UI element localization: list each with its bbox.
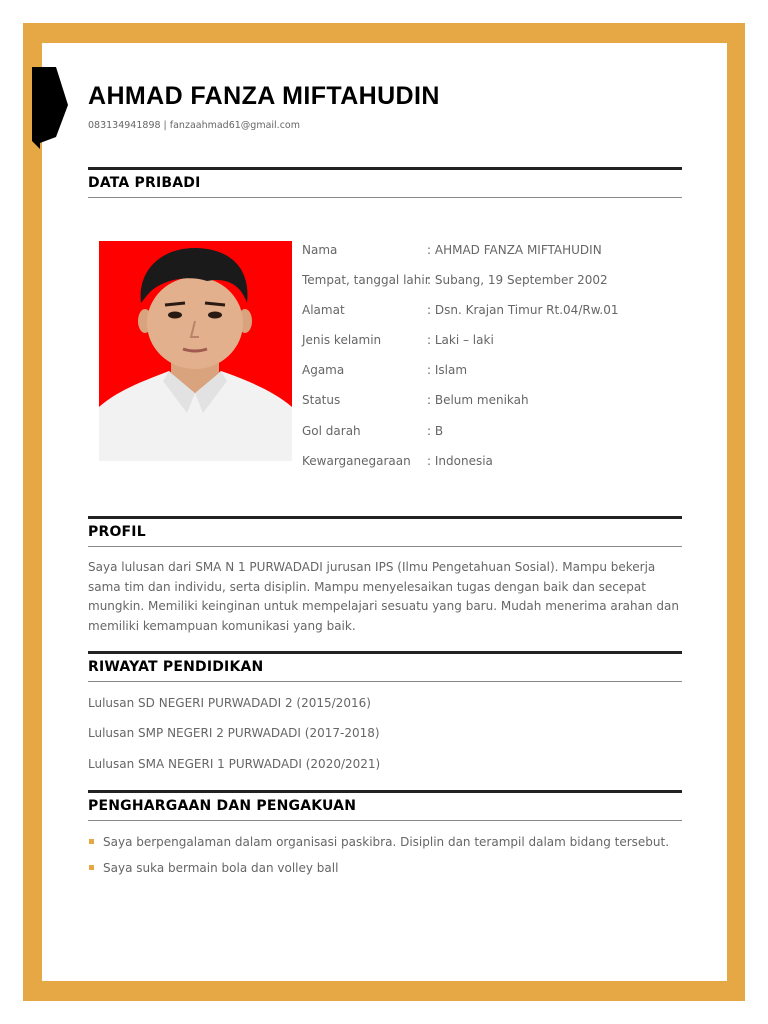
- section-title: DATA PRIBADI: [88, 175, 201, 191]
- contact-info: 083134941898 | fanzaahmad61@gmail.com: [88, 120, 300, 131]
- detail-value: : Laki – laki: [427, 333, 494, 348]
- award-text: Saya berpengalaman dalam organisasi paskibra. Disiplin dan terampil dalam bidang tersebut.: [103, 835, 670, 849]
- section-title: PENGHARGAAN DAN PENGAKUAN: [88, 798, 357, 814]
- profile-text: Saya lulusan dari SMA N 1 PURWADADI jurusan IPS (Ilmu Pengetahuan Sosial). Mampu bekerja sama tim dan individu, serta disiplin. Mampu menyelesaikan tugas dengan baik dan secepat mungkin. Memiliki keinginan untuk mempelajari sesuatu yang baru. Mudah menerima arahan dan memiliki kemampuan komunikasi yang baik.: [88, 560, 679, 633]
- detail-value: : AHMAD FANZA MIFTAHUDIN: [427, 243, 602, 257]
- bullet-icon: [89, 865, 94, 870]
- profile-photo: [99, 241, 292, 461]
- candidate-name: AHMAD FANZA MIFTAHUDIN: [88, 82, 440, 110]
- bullet-icon: [89, 839, 94, 844]
- detail-label: Jenis kelamin: [302, 333, 382, 348]
- section-awards: [88, 790, 682, 821]
- education-item: Lulusan SD NEGERI PURWADADI 2 (2015/2016): [88, 696, 371, 710]
- detail-label: Status: [302, 393, 341, 408]
- section-profile: [88, 516, 682, 547]
- education-item: Lulusan SMA NEGERI 1 PURWADADI (2020/2021): [88, 757, 381, 771]
- detail-label: Tempat, tanggal lahir: [302, 273, 430, 288]
- detail-label: Gol darah: [302, 423, 361, 438]
- detail-value: : Islam: [427, 363, 468, 378]
- detail-label: Nama: [302, 243, 338, 257]
- detail-value: : Dsn. Krajan Timur Rt.04/Rw.01: [427, 303, 619, 318]
- ribbon-marker: [32, 67, 68, 149]
- section-personal-data: [88, 167, 682, 198]
- detail-label: Alamat: [302, 303, 345, 318]
- section-education: [88, 651, 682, 682]
- education-item: Lulusan SMP NEGERI 2 PURWADADI (2017-2018): [88, 726, 380, 740]
- section-title: PROFIL: [88, 524, 146, 540]
- detail-value: : B: [427, 423, 444, 438]
- detail-label: Agama: [302, 363, 345, 378]
- detail-label: Kewarganegaraan: [302, 453, 411, 468]
- award-item: [88, 860, 338, 876]
- detail-value: : Belum menikah: [427, 393, 529, 408]
- detail-value: : Subang, 19 September 2002: [427, 273, 608, 288]
- award-text: Saya suka bermain bola dan volley ball: [103, 861, 339, 875]
- award-item: [88, 834, 669, 850]
- detail-value: : Indonesia: [427, 453, 493, 468]
- section-title: RIWAYAT PENDIDIKAN: [88, 659, 264, 675]
